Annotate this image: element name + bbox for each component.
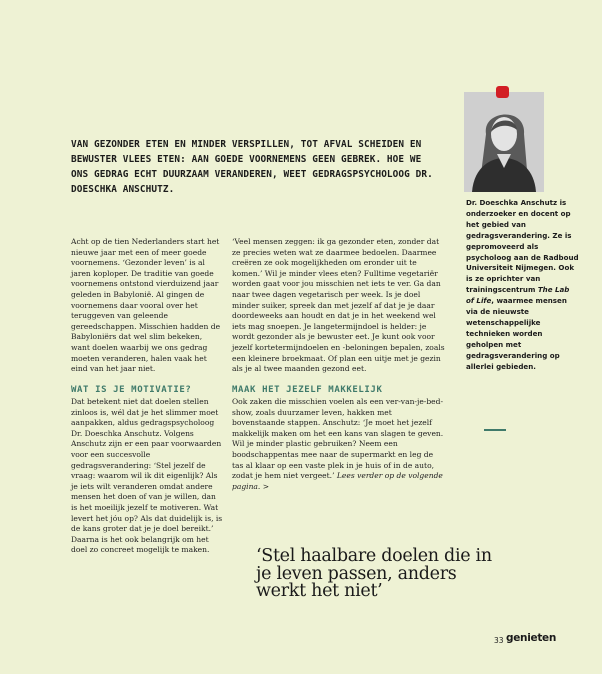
- body-paragraph: ‘Veel mensen zeggen: ik ga gezonder eten, zonder dat ze precies weten wat ze daarmee bedoelen. Daarmee creëren ze ook mogelijkheden om eronder uit te komen.’ Wil je minder vlees eten? Fulltime vegetariër worden gaat voor jou misschien net iets te ver. Ga dan naar twee dagen vegetarisch per week. Is je doel minder suiker, spreek dan met jezelf af dat je je daar doordeweeks aan houdt en dat je in het weekend wel iets mag snoepen. Je langetermijndoel is helder: je wordt gezonder als je bewuster eet. Je kunt ook voor jezelf kortetermijndoelen en -beloningen bepalen, zoals een kleinere broekmaat. Of plan een uitje met je gezin als je al twee maanden gezond eet.: [232, 237, 445, 374]
- body-paragraph: Dat betekent niet dat doelen stellen zinloos is, wél dat je het slimmer moet aanpakken, aldus gedragspsycholoog Dr. Doeschka Anschutz. Volgens Anschutz zijn er een paar voorwaarden voor een succesvolle gedragsverandering: ‘Stel jezelf de vraag: waarom wil ik dit eigenlijk? Als je iets wilt veranderen omdat andere mensen het doen of van je willen, dan is het moeilijk jezelf te motiveren. Wat levert het jóu op? Als dat duidelijk is, is de kans groter dat je je doel bereikt.’ Daarna is het ook belangrijk om het doel zo concreet mogelijk te maken.: [71, 397, 223, 555]
- body-paragraph: Acht op de tien Nederlanders start het nieuwe jaar met een of meer goede voornemens. ‘Gezonder leven’ is al jaren koploper. De traditie van goede voornemens ontstond vierduizend jaar geleden in Babylonië. Al gingen de voornemens daar vooral over het teruggeven van geleende gereedschappen. Misschien hadden de Babyloniërs dat wel slim bekeken, want doelen waarbij we ons gedrag moeten veranderen, halen vaak het eind van het jaar niet.: [71, 237, 221, 374]
- column-1-top: [71, 237, 223, 375]
- bio-lab-name: The Lab of Life: [466, 285, 570, 306]
- author-bio: [466, 198, 579, 373]
- pull-quote: ‘Stel haalbare doelen die in je leven passen, anders werkt het niet’: [256, 546, 492, 601]
- body-paragraph: [232, 397, 446, 492]
- page-number: 33: [494, 636, 504, 645]
- portrait-photo: [464, 92, 544, 192]
- brand-logo: genieten: [506, 632, 557, 644]
- bio-text: Dr. Doeschka Anschutz is onderzoeker en docent op het gebied van gedragsverandering. Ze is gepromoveerd als psycholoog aan de Radboud Universiteit Nijmegen. Ook is ze oprichter van trainingscentrum: [466, 198, 579, 295]
- subheading-motivation: WAT IS JE MOTIVATIE?: [71, 385, 192, 395]
- red-pin-icon: [496, 86, 509, 98]
- column-2-bottom: [232, 397, 446, 492]
- column-2-top: [232, 237, 446, 375]
- bio-end-rule: [484, 429, 506, 431]
- column-1-bottom: [71, 397, 223, 556]
- body-text: Ook zaken die misschien voelen als een ver-van-je-bed-show, zoals duurzamer leven, hakken met bovenstaande stappen. Anschutz: ‘Je moet het jezelf makkelijk maken om het een kans van slagen te geven. Wil je minder plastic gebruiken? Neem een boodschappentas mee naar de supermarkt en leg de tas al klaar op een vaste plek in je huis of in de auto, zodat je hem niet vergeet.’: [232, 397, 444, 481]
- continue-link[interactable]: Lees verder op de volgende pagina. >: [232, 471, 443, 491]
- bio-text-end: , waarmee mensen via de nieuwste wetenschappelijke technieken worden geholpen met gedragsverandering op allerlei gebieden.: [466, 296, 567, 371]
- intro-lede: VAN GEZONDER ETEN EN MINDER VERSPILLEN, TOT AFVAL SCHEIDEN EN BEWUSTER VLEES ETEN: AAN GOEDE VOORNEMENS GEEN GEBREK. HOE WE ONS GEDRAG ECHT DUURZAAM VERANDEREN, WEET GEDRAGSPSYCHOLOOG DR. DOESCHKA ANSCHUTZ.: [71, 139, 433, 195]
- subheading-easy: MAAK HET JEZELF MAKKELIJK: [232, 385, 383, 395]
